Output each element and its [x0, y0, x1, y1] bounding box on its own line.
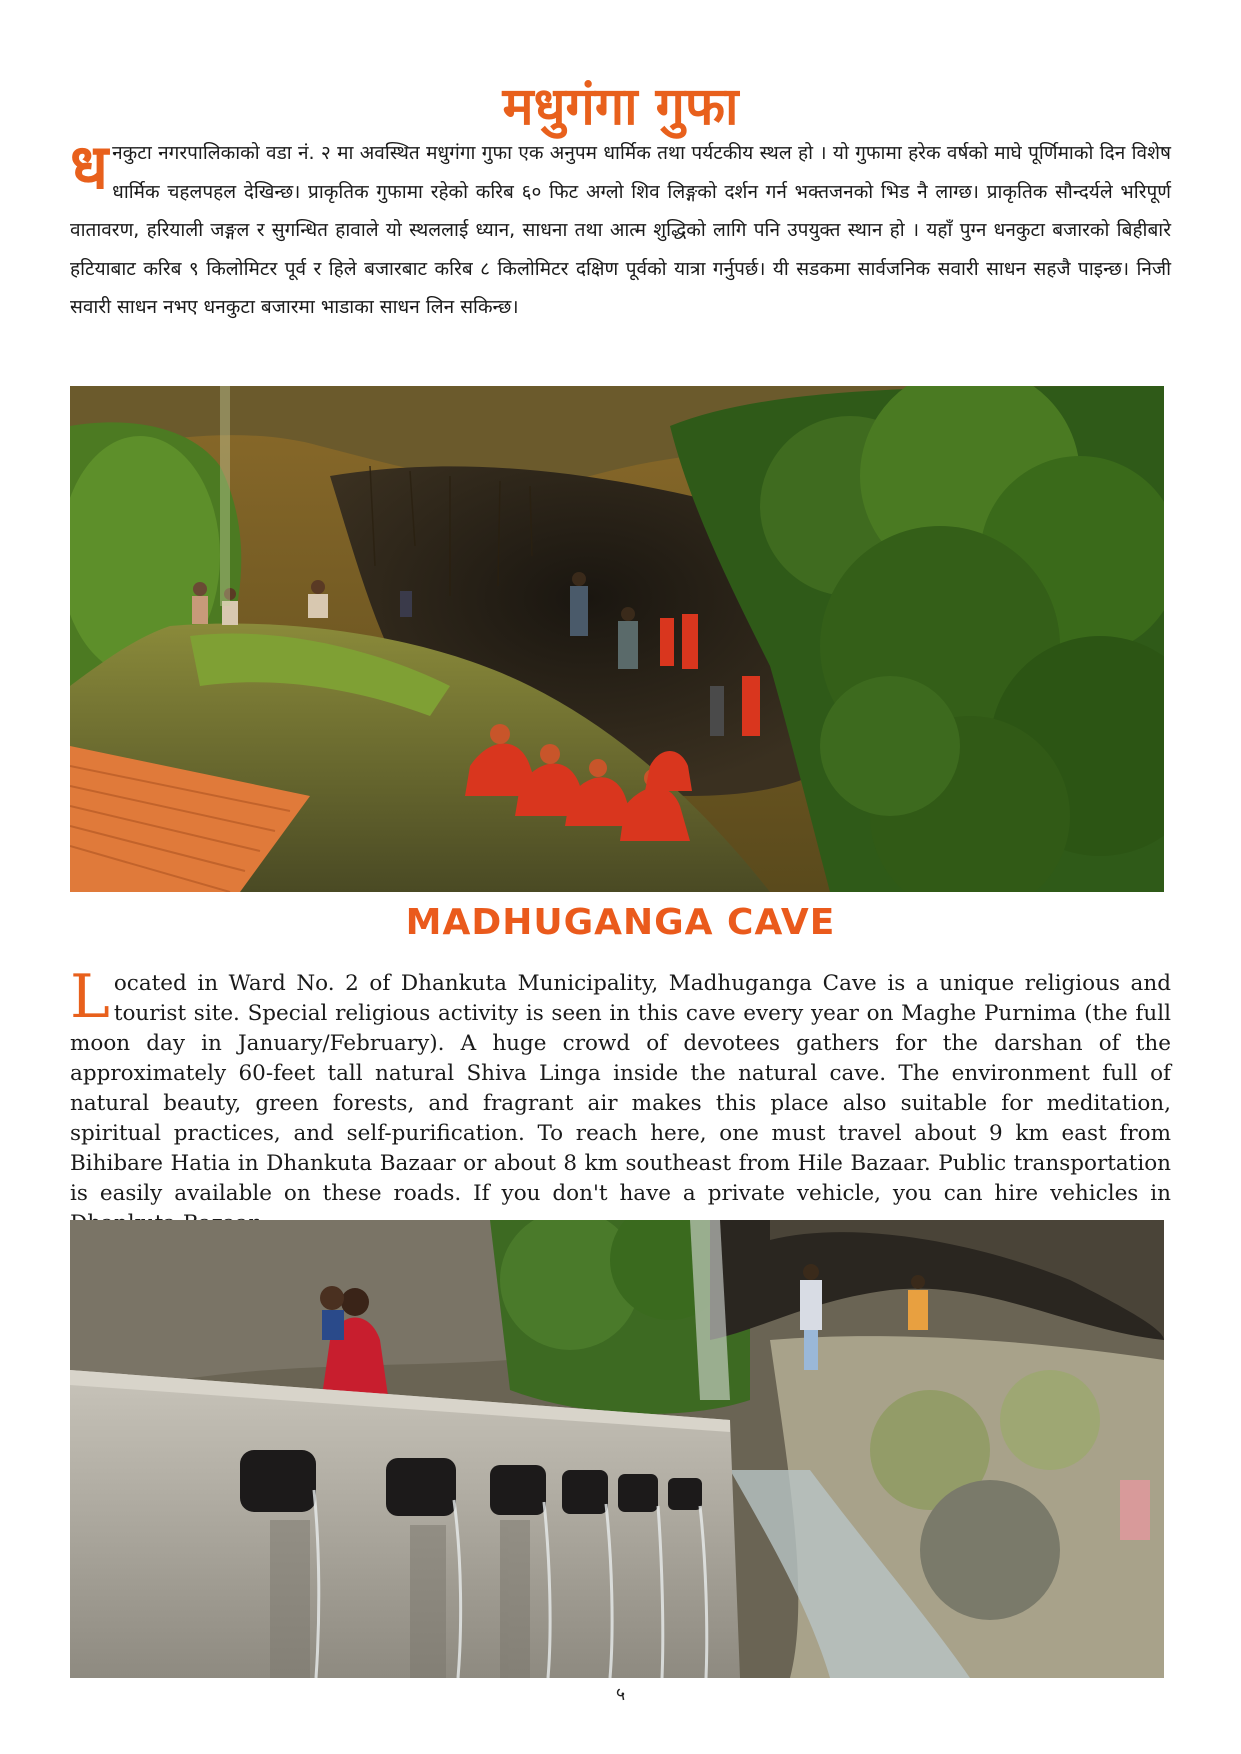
stone-spouts-photo	[70, 1220, 1164, 1678]
page-title-nepali: मधुगंगा गुफा	[502, 77, 739, 137]
english-body-text: ocated in Ward No. 2 of Dhankuta Municipality, Madhuganga Cave is a unique religious and tourist site. Special religious activity is seen in this cave every year on Maghe Purnima (the full moon day in January/February). A huge crowd of devotees gathers for the darshan of the approximately 60-feet tall natural Shiva Linga inside the natural cave. The environment full of natural beauty, green forests, and fragrant air makes this place also suitable for meditation, spiritual practices, and self-purification. To reach here, one must travel about 9 km east from Bihibare Hatia in Dhankuta Bazaar or about 8 km southeast from Hile Bazaar. Public transportation is easily available on these roads. If you don't have a private vehicle, you can hire vehicles in	[70, 971, 1171, 1206]
page-title-english: MADHUGANGA CAVE	[405, 902, 836, 943]
cave-devotees-photo	[70, 386, 1164, 892]
english-paragraph	[70, 962, 1171, 1239]
nepali-dropcap: ध	[70, 130, 109, 203]
nepali-paragraph	[70, 130, 1171, 327]
english-dropcap: L	[70, 962, 110, 1032]
page-number: ५	[615, 1684, 626, 1705]
nepali-body-text: नकुटा नगरपालिकाको वडा नं. २ मा अवस्थित मधुगंगा गुफा एक अनुपम धार्मिक तथा पर्यटकीय स्थल हो । यो गुफामा हरेक वर्षको माघे पूर्णिमाको दिन विशेष धार्मिक चहलपहल देखिन्छ। प्राकृतिक गुफामा रहेको करिब ६० फिट अग्लो शिव लिङ्गको दर्शन गर्न भक्तजनको भिड नै लाग्छ। प्राकृतिक सौन्दर्यले भरिपूर्ण वातावरण, हरियाली जङ्गल र सुगन्धित हावाले यो स्थललाई ध्यान, साधना तथा आत्म शुद्धिको लागि पनि उपयुक्त स्थान हो । यहाँ पुग्न धनकुटा बजारको बिहीबारे हटियाबाट करिब ९ किलोमिटर पूर्व र हिले बजारबाट करिब ८ किलोमिटर दक्षिण पूर्वको यात्रा गर्नुपर्छ। यी सडकमा सार्वजनिक सवारी साधन सहजै पाइन्छ। निजी सवारी साधन नभए धनकुटा बजारमा भाडाका साधन लिन सकिन्छ।	[70, 142, 1171, 318]
